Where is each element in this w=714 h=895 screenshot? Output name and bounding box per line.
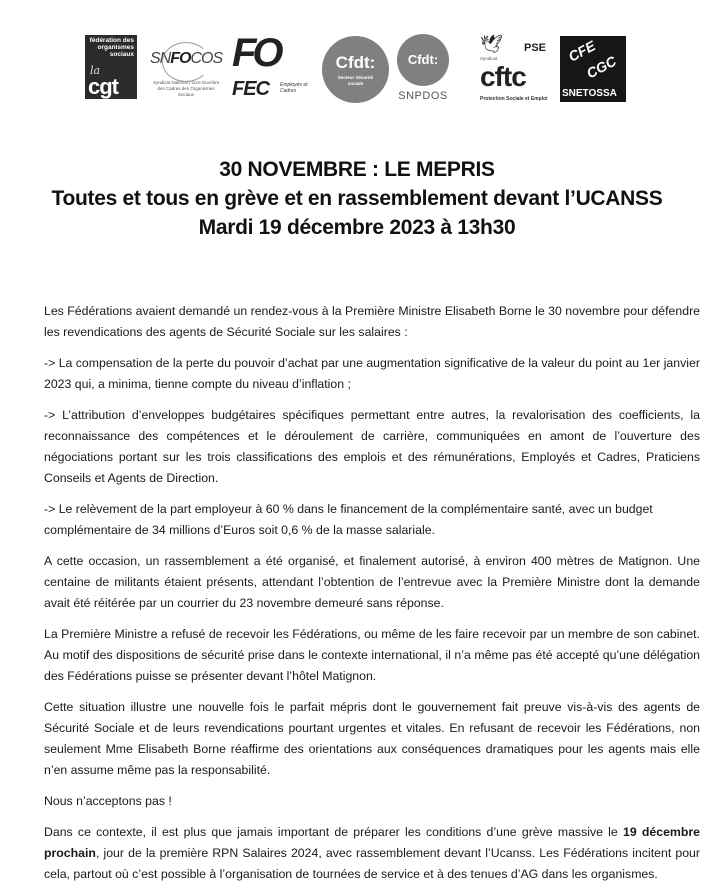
cfdt-snpdos-logo-subtitle: SNPDOS [398, 90, 448, 102]
document-date: Mardi 19 décembre 2023 à 13h30 [198, 216, 516, 239]
demand-item: -> L’attribution d’enveloppes budgétaires spécifiques permettant entre autres, la revalorisation des coefficients, la reconnaissance des compétences et le déroulement de carrière, communiquées en amont de l’ouverture des négociations portant sur les trois classifications des emplois et des rémunérations, Employés et Cadres, Praticiens Conseils et Agents de Direction. [44, 408, 700, 485]
cfdt-snpdos-logo [397, 34, 449, 109]
cfdt-secteur-logo-name: Cfdt: [335, 53, 376, 72]
cftc-logo-syndicat: Syndicat [480, 56, 498, 61]
cfe-cgc-logo-line2: CGC [583, 52, 619, 82]
snfocos-logo-name [150, 50, 222, 68]
document-subtitle: Toutes et tous en grève et en rassemblement devant l’UCANSS [51, 187, 663, 210]
fo-logo-name: FO [232, 31, 280, 75]
fec-logo-name: FEC [232, 78, 269, 100]
cftc-logo [478, 34, 554, 106]
cftc-logo-name: cftc [480, 61, 526, 92]
snfocos-name-sn: SN [150, 50, 171, 67]
snfocos-logo [150, 42, 222, 102]
union-logos-row [0, 0, 714, 120]
paragraph: La Première Ministre a refusé de recevoir les Fédérations, ou même de les faire recevoir par un membre de son cabinet. Au motif des dispositions de sécurité prise dans le contexte international, il n’a même pas été accepté qu’une délégation des Fédérations puisse se présenter devant l’hôtel Matignon. [44, 627, 700, 683]
demand-item: -> Le relèvement de la part employeur à 60 % dans le financement de la complémentaire santé, avec un budget complémentaire de 34 millions d’Euros soit 0,6 % de la masse salariale. [44, 502, 653, 537]
fo-fec-logo [230, 32, 312, 108]
snfocos-name-fo: FO [170, 50, 191, 67]
call-to-action-before: Dans ce contexte, il est plus que jamais important de préparer les conditions d’une grève massive le [44, 825, 623, 839]
demand-item: -> La compensation de la perte du pouvoir d’achat par une augmentation significative de la valeur du point au 1er janvier 2023 qui, a minima, tienne compte du niveau d’inflation ; [44, 356, 700, 391]
cgt-logo [85, 35, 137, 99]
document-header [0, 155, 714, 242]
cfdt-snpdos-logo-name: Cfdt: [397, 34, 449, 86]
paragraph: Cette situation illustre une nouvelle fois le parfait mépris dont le gouvernement fait preuve vis-à-vis des agents de Sécurité Sociale et de leurs revendications pourtant urgentes et vitales. En refusant de recevoir les Fédérations, non seulement Mme Elisabeth Borne réaffirme des orientations aux conséquences dramatiques pour les agents mais elle n’en assume même pas la responsabilité. [44, 700, 700, 777]
call-to-action-after: , jour de la première RPN Salaires 2024, avec rassemblement devant l’Ucanss. Les Fédérations incitent pour cela, partout où c’est possible à l’organisation de tournées de service et à des tenues d’AG dans les organismes. [44, 846, 700, 881]
cfe-cgc-logo [560, 36, 626, 102]
cfdt-secteur-logo-subtitle: Secteur Sécurité sociale [337, 75, 374, 86]
paragraph-call-to-action [44, 822, 700, 885]
cgt-logo-name: cgt [88, 74, 118, 99]
dove-icon: 🕊︎ [480, 34, 503, 54]
cgt-logo-la: la [90, 64, 101, 77]
cftc-logo-subtitle: Protection Sociale et Emploi [480, 96, 548, 102]
cfe-cgc-logo-line1: CFE [565, 37, 598, 65]
cfdt-secteur-logo [322, 36, 389, 103]
cftc-logo-pse: PSE [524, 42, 547, 54]
paragraph: A cette occasion, un rassemblement a été organisé, et finalement autorisé, à environ 400 mètres de Matignon. Une centaine de militants étaient présents, attendant l’obtention de l’entrevue avec la Première Ministre dont la demande avait été réitérée par un courrier du 23 novembre demeuré sans réponse. [44, 554, 700, 610]
cfe-cgc-logo-subtitle: SNETOSSA [562, 88, 617, 99]
cgt-logo-federation-text: fédération des organismes sociaux [89, 37, 134, 58]
fo-fec-logo-subtitle: Employés et Cadres [280, 82, 308, 94]
paragraph-exclamation: Nous n’acceptons pas ! [44, 794, 172, 808]
snfocos-logo-subtitle: Syndicat National Force Ouvrière des Cadres des Organismes Sociaux [152, 80, 220, 97]
document-body [44, 301, 700, 895]
call-to-action-date: 19 décembre prochain [44, 825, 700, 860]
document-title: 30 NOVEMBRE : LE MEPRIS [219, 158, 495, 181]
paragraph-intro: Les Fédérations avaient demandé un rendez-vous à la Première Ministre Elisabeth Borne le 30 novembre pour défendre les revendications des agents de Sécurité Sociale sur les salaires : [44, 304, 700, 339]
snfocos-name-cos: COS [190, 50, 223, 67]
